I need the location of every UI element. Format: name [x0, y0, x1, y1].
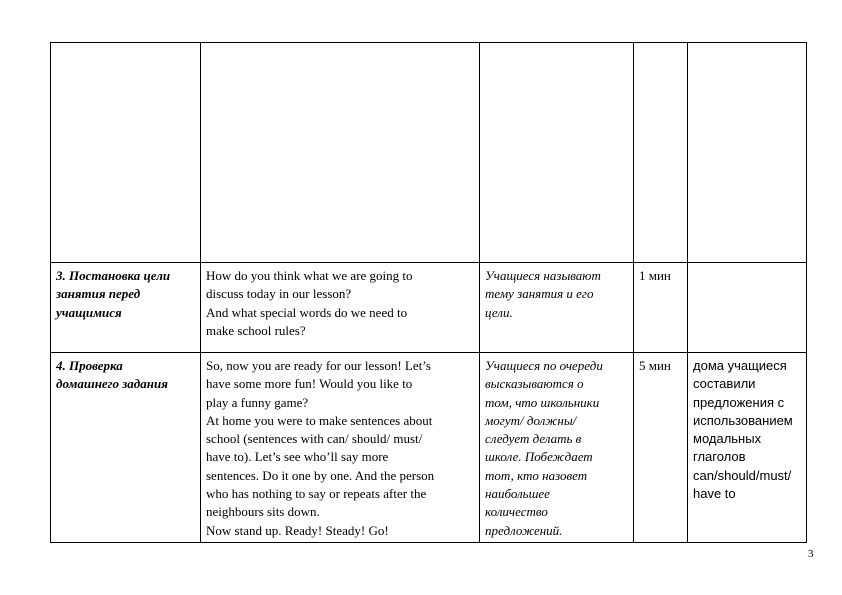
- stage-line: занятия перед: [56, 286, 141, 302]
- students-line: Учащиеся по очереди: [485, 358, 603, 373]
- students-line: высказываются о: [485, 376, 584, 392]
- students-line: могут/ должны/: [485, 412, 577, 428]
- time-cell: [634, 353, 688, 543]
- students-line: наибольшее: [485, 486, 550, 502]
- stage-line: 3. Постановка цели: [56, 268, 171, 283]
- stage-cell: [51, 263, 201, 353]
- stage-line: 4. Проверка: [56, 358, 123, 373]
- notes-cell: [688, 263, 807, 353]
- students-line: тему занятия и его: [485, 286, 594, 302]
- teacher-activity-cell: [201, 263, 480, 353]
- students-line: предложений.: [485, 522, 563, 538]
- table-row: [51, 353, 807, 543]
- teacher-line: At home you were to make sentences about: [206, 412, 433, 428]
- students-line: следует делать в: [485, 431, 582, 447]
- students-line: количество: [485, 504, 548, 520]
- teacher-activity-cell: [201, 43, 480, 263]
- teacher-line: make school rules?: [206, 322, 306, 338]
- teacher-line: And what special words do we need to: [206, 304, 408, 320]
- teacher-activity-cell: [201, 353, 480, 543]
- table-row: [51, 43, 807, 263]
- stage-cell: [51, 43, 201, 263]
- notes-line: глаголов: [693, 449, 746, 465]
- table-row: [51, 263, 807, 353]
- teacher-line: So, now you are ready for our lesson! Let’s: [206, 358, 431, 373]
- page-number: 3: [808, 548, 814, 560]
- teacher-line: How do you think what we are going to: [206, 268, 413, 283]
- time-cell: [634, 263, 688, 353]
- teacher-line: have to). Let’s see who’ll say more: [206, 449, 389, 465]
- stage-cell: [51, 353, 201, 543]
- students-line: том, что школьники: [485, 394, 600, 410]
- teacher-line: neighbours sits down.: [206, 504, 320, 520]
- students-line: тот, кто назовет: [485, 467, 588, 483]
- teacher-line: discuss today in our lesson?: [206, 286, 352, 302]
- students-activity-cell: [480, 353, 634, 543]
- teacher-line: who has nothing to say or repeats after the: [206, 486, 427, 502]
- students-line: Учащиеся называют: [485, 268, 601, 283]
- notes-line: модальных: [693, 431, 762, 447]
- notes-line: составили: [693, 376, 756, 392]
- teacher-line: sentences. Do it one by one. And the person: [206, 467, 435, 483]
- teacher-line: have some more fun! Would you like to: [206, 376, 413, 392]
- teacher-line: school (sentences with can/ should/ must/: [206, 431, 423, 447]
- stage-line: домашнего задания: [56, 376, 168, 392]
- notes-line: have to: [693, 486, 736, 502]
- time-cell: [634, 43, 688, 263]
- students-activity-cell: [480, 43, 634, 263]
- teacher-line: play a funny game?: [206, 394, 309, 410]
- time-value: 1 мин: [639, 268, 671, 283]
- notes-line: дома учащиеся: [693, 358, 787, 373]
- notes-line: can/should/must/: [693, 467, 792, 483]
- time-value: 5 мин: [639, 358, 671, 373]
- lesson-plan-table: [50, 42, 807, 543]
- notes-line: использованием: [693, 412, 793, 428]
- students-line: цели.: [485, 304, 513, 320]
- notes-cell: [688, 353, 807, 543]
- students-activity-cell: [480, 263, 634, 353]
- stage-line: учащимися: [56, 304, 122, 320]
- teacher-line: Now stand up. Ready! Steady! Go!: [206, 522, 389, 538]
- notes-cell: [688, 43, 807, 263]
- notes-line: предложения с: [693, 394, 785, 410]
- students-line: школе. Побеждает: [485, 449, 593, 465]
